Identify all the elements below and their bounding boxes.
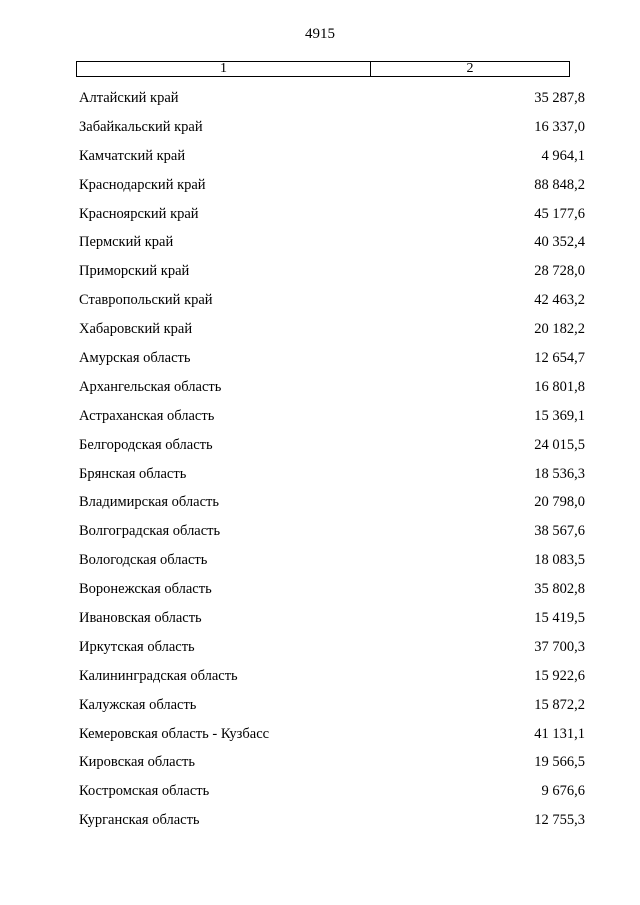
region-value: 15 872,2 [534,696,585,713]
table-row [79,691,585,720]
table-row [79,517,585,546]
region-name: Ставропольский край [79,292,213,309]
region-value: 45 177,6 [534,205,585,222]
region-value: 28 728,0 [534,263,585,280]
region-name: Костромская область [79,783,210,800]
region-value: 88 848,2 [534,176,585,193]
region-value: 15 369,1 [534,407,585,424]
table-row [79,604,585,633]
region-name: Камчатский край [79,147,186,164]
region-value: 37 700,3 [534,638,585,655]
table-row [79,142,585,171]
region-value: 4 964,1 [541,147,585,164]
region-name: Забайкальский край [79,118,203,135]
region-name: Вологодская область [79,552,208,569]
table-body [79,84,585,835]
region-value: 40 352,4 [534,234,585,251]
table-row [79,373,585,402]
region-name: Красноярский край [79,205,199,222]
region-name: Архангельская область [79,378,222,395]
table-row [79,344,585,373]
region-value: 16 801,8 [534,378,585,395]
region-name: Краснодарский край [79,176,206,193]
table-row [79,575,585,604]
table-row [79,777,585,806]
region-name: Приморский край [79,263,190,280]
region-value: 38 567,6 [534,523,585,540]
region-name: Кемеровская область - Кузбасс [79,725,270,742]
region-name: Алтайский край [79,89,179,106]
table-row [79,286,585,315]
table-row [79,431,585,460]
region-name: Волгоградская область [79,523,221,540]
table-row [79,228,585,257]
region-name: Воронежская область [79,581,212,598]
region-value: 15 922,6 [534,667,585,684]
region-name: Ивановская область [79,609,202,626]
region-value: 35 287,8 [534,89,585,106]
table-row [79,460,585,489]
region-value: 41 131,1 [534,725,585,742]
table-row [79,402,585,431]
region-value: 20 798,0 [534,494,585,511]
region-name: Владимирская область [79,494,219,511]
table-row [79,720,585,749]
column-header-2: 2 [466,61,474,76]
table-row [79,633,585,662]
region-value: 18 536,3 [534,465,585,482]
region-name: Курганская область [79,812,200,829]
region-name: Белгородская область [79,436,213,453]
table-row [79,748,585,777]
table-row [79,200,585,229]
region-name: Пермский край [79,234,174,251]
column-header-1: 1 [77,62,371,76]
region-value: 12 654,7 [534,349,585,366]
region-name: Брянская область [79,465,187,482]
region-name: Астраханская область [79,407,215,424]
region-name: Калужская область [79,696,197,713]
table-row [79,315,585,344]
region-name: Иркутская область [79,638,195,655]
region-name: Кировская область [79,754,196,771]
region-value: 15 419,5 [534,609,585,626]
table-row [79,113,585,142]
table-row [79,257,585,286]
region-value: 9 676,6 [541,783,585,800]
region-name: Амурская область [79,349,191,366]
region-value: 42 463,2 [534,292,585,309]
table-row [79,546,585,575]
region-value: 18 083,5 [534,552,585,569]
table-header [76,61,570,77]
region-name: Хабаровский край [79,321,193,338]
region-name: Калининградская область [79,667,238,684]
table-row [79,84,585,113]
region-value: 19 566,5 [534,754,585,771]
region-value: 20 182,2 [534,321,585,338]
table-row [79,662,585,691]
region-value: 16 337,0 [534,118,585,135]
table-row [79,488,585,517]
region-value: 35 802,8 [534,581,585,598]
page-number: 4915 [305,26,335,42]
table-row [79,171,585,200]
region-value: 12 755,3 [534,812,585,829]
table-row [79,806,585,835]
region-value: 24 015,5 [534,436,585,453]
